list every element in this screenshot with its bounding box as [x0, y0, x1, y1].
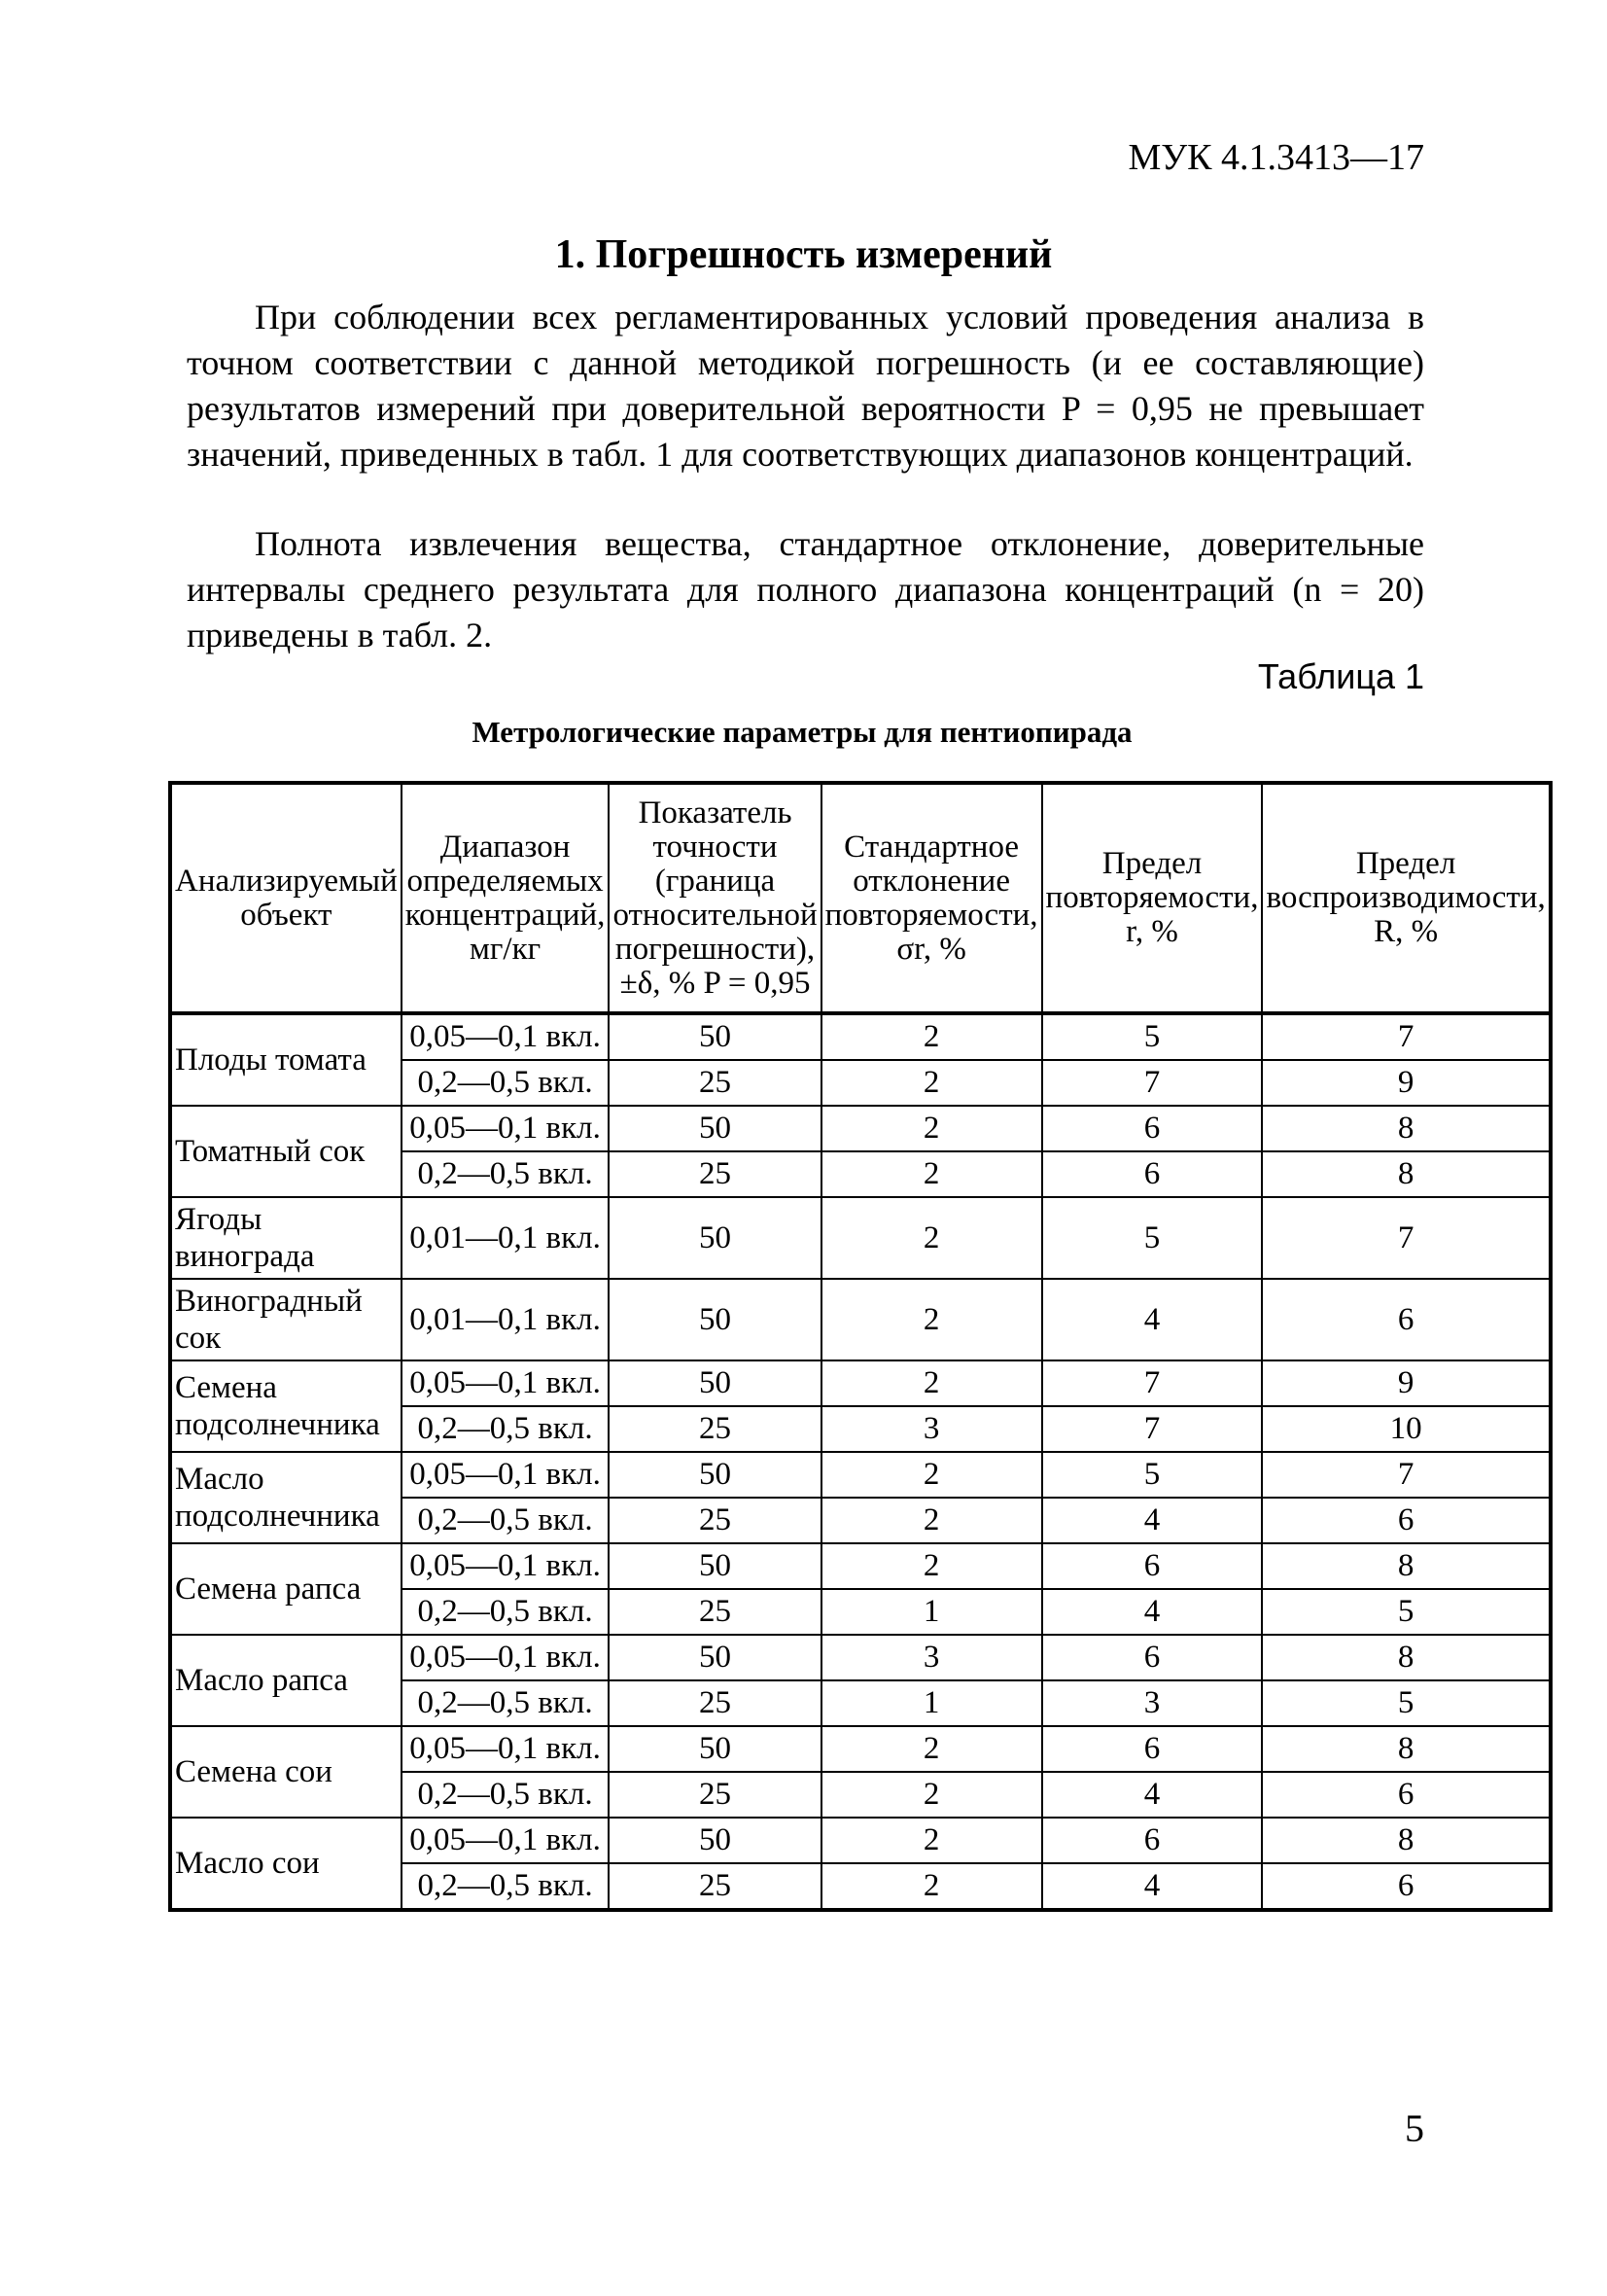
reproducibility-cell: 8: [1262, 1151, 1550, 1197]
reproducibility-cell: 8: [1262, 1726, 1550, 1772]
accuracy-cell: 50: [609, 1013, 821, 1060]
accuracy-cell: 50: [609, 1635, 821, 1680]
range-cell: 0,05—0,1 вкл.: [402, 1635, 610, 1680]
table-row: [170, 1279, 1551, 1360]
range-cell: 0,2—0,5 вкл.: [402, 1772, 610, 1818]
std-dev-cell: 2: [821, 1452, 1042, 1498]
column-header: Показатель точности (граница относительной погрешности), ±δ, % P = 0,95: [609, 783, 821, 1013]
accuracy-cell: 50: [609, 1279, 821, 1360]
repeatability-cell: 4: [1042, 1863, 1263, 1910]
paragraph: При соблюдении всех регламентированных условий проведения анализа в точном соответствии с данной методикой погрешность (и ее составляющие) результатов измерений при доверительной вероятности P = 0,95 не превышает значений, приведенных в табл. 1 для соответствующих диапазонов концентраций.: [187, 298, 1424, 474]
object-cell: Плоды томата: [170, 1013, 402, 1106]
std-dev-cell: 2: [821, 1498, 1042, 1543]
range-cell: 0,2—0,5 вкл.: [402, 1060, 610, 1106]
reproducibility-cell: 8: [1262, 1543, 1550, 1589]
repeatability-cell: 7: [1042, 1060, 1263, 1106]
table-row: [170, 1452, 1551, 1498]
accuracy-cell: 50: [609, 1360, 821, 1406]
std-dev-cell: 1: [821, 1680, 1042, 1726]
section-title: 1. Погрешность измерений: [554, 232, 1053, 277]
range-cell: 0,01—0,1 вкл.: [402, 1279, 610, 1360]
accuracy-cell: 50: [609, 1543, 821, 1589]
metrology-table: [168, 781, 1553, 1912]
table-body: [170, 1013, 1551, 1910]
std-dev-cell: 3: [821, 1635, 1042, 1680]
accuracy-cell: 50: [609, 1726, 821, 1772]
reproducibility-cell: 9: [1262, 1360, 1550, 1406]
repeatability-cell: 4: [1042, 1279, 1263, 1360]
std-dev-cell: 2: [821, 1772, 1042, 1818]
accuracy-cell: 25: [609, 1589, 821, 1635]
std-dev-cell: 2: [821, 1726, 1042, 1772]
accuracy-cell: 25: [609, 1406, 821, 1452]
accuracy-cell: 25: [609, 1151, 821, 1197]
accuracy-cell: 50: [609, 1452, 821, 1498]
range-cell: 0,05—0,1 вкл.: [402, 1452, 610, 1498]
reproducibility-cell: 8: [1262, 1106, 1550, 1151]
reproducibility-cell: 10: [1262, 1406, 1550, 1452]
page-number: 5: [1405, 2106, 1424, 2150]
std-dev-cell: 2: [821, 1197, 1042, 1279]
range-cell: 0,2—0,5 вкл.: [402, 1863, 610, 1910]
object-cell: Семена сои: [170, 1726, 402, 1818]
accuracy-cell: 25: [609, 1680, 821, 1726]
std-dev-cell: 2: [821, 1106, 1042, 1151]
paragraph: Полнота извлечения вещества, стандартное отклонение, доверительные интервалы среднего результата для полного диапазона концентраций (n = 20) приведены в табл. 2.: [187, 524, 1424, 654]
object-cell: Масло сои: [170, 1818, 402, 1910]
object-cell: Семена подсолнечника: [170, 1360, 402, 1452]
repeatability-cell: 3: [1042, 1680, 1263, 1726]
table-row: [170, 1543, 1551, 1589]
table-header-row: [170, 783, 1551, 1013]
object-cell: Томатный сок: [170, 1106, 402, 1197]
std-dev-cell: 2: [821, 1360, 1042, 1406]
std-dev-cell: 2: [821, 1151, 1042, 1197]
accuracy-cell: 25: [609, 1060, 821, 1106]
range-cell: 0,05—0,1 вкл.: [402, 1013, 610, 1060]
reproducibility-cell: 6: [1262, 1863, 1550, 1910]
range-cell: 0,05—0,1 вкл.: [402, 1818, 610, 1863]
accuracy-cell: 25: [609, 1863, 821, 1910]
table-row: [170, 1635, 1551, 1680]
repeatability-cell: 5: [1042, 1452, 1263, 1498]
column-header: Предел повторяемости, r, %: [1042, 783, 1263, 1013]
reproducibility-cell: 7: [1262, 1197, 1550, 1279]
reproducibility-cell: 6: [1262, 1498, 1550, 1543]
repeatability-cell: 6: [1042, 1106, 1263, 1151]
std-dev-cell: 2: [821, 1863, 1042, 1910]
table-label: Таблица 1: [1257, 656, 1424, 696]
repeatability-cell: 4: [1042, 1772, 1263, 1818]
object-cell: Ягоды винограда: [170, 1197, 402, 1279]
table-row: [170, 1106, 1551, 1151]
reproducibility-cell: 5: [1262, 1680, 1550, 1726]
std-dev-cell: 3: [821, 1406, 1042, 1452]
repeatability-cell: 5: [1042, 1197, 1263, 1279]
column-header: Предел воспроизводимости, R, %: [1262, 783, 1550, 1013]
repeatability-cell: 6: [1042, 1151, 1263, 1197]
table-row: [170, 1360, 1551, 1406]
object-cell: Масло рапса: [170, 1635, 402, 1726]
object-cell: Семена рапса: [170, 1543, 402, 1635]
range-cell: 0,2—0,5 вкл.: [402, 1498, 610, 1543]
std-dev-cell: 2: [821, 1279, 1042, 1360]
repeatability-cell: 6: [1042, 1543, 1263, 1589]
reproducibility-cell: 8: [1262, 1635, 1550, 1680]
object-cell: Масло подсолнечника: [170, 1452, 402, 1543]
reproducibility-cell: 7: [1262, 1013, 1550, 1060]
accuracy-cell: 50: [609, 1818, 821, 1863]
accuracy-cell: 25: [609, 1498, 821, 1543]
repeatability-cell: 6: [1042, 1726, 1263, 1772]
accuracy-cell: 50: [609, 1106, 821, 1151]
accuracy-cell: 50: [609, 1197, 821, 1279]
table-row: [170, 1726, 1551, 1772]
std-dev-cell: 2: [821, 1013, 1042, 1060]
range-cell: 0,05—0,1 вкл.: [402, 1106, 610, 1151]
table-row: [170, 1197, 1551, 1279]
reproducibility-cell: 8: [1262, 1818, 1550, 1863]
repeatability-cell: 4: [1042, 1498, 1263, 1543]
range-cell: 0,2—0,5 вкл.: [402, 1589, 610, 1635]
document-code: МУК 4.1.3413—17: [1128, 137, 1424, 178]
range-cell: 0,05—0,1 вкл.: [402, 1360, 610, 1406]
column-header: Анализируемый объект: [170, 783, 402, 1013]
repeatability-cell: 7: [1042, 1360, 1263, 1406]
object-cell: Виноградный сок: [170, 1279, 402, 1360]
reproducibility-cell: 5: [1262, 1589, 1550, 1635]
table-row: [170, 1013, 1551, 1060]
range-cell: 0,2—0,5 вкл.: [402, 1680, 610, 1726]
range-cell: 0,05—0,1 вкл.: [402, 1543, 610, 1589]
std-dev-cell: 2: [821, 1818, 1042, 1863]
table-title: Метрологические параметры для пентиопирада: [472, 715, 1133, 749]
range-cell: 0,01—0,1 вкл.: [402, 1197, 610, 1279]
table-row: [170, 1818, 1551, 1863]
std-dev-cell: 2: [821, 1060, 1042, 1106]
std-dev-cell: 2: [821, 1543, 1042, 1589]
reproducibility-cell: 9: [1262, 1060, 1550, 1106]
range-cell: 0,05—0,1 вкл.: [402, 1726, 610, 1772]
accuracy-cell: 25: [609, 1772, 821, 1818]
reproducibility-cell: 7: [1262, 1452, 1550, 1498]
column-header: Диапазон определяемых концентраций, мг/кг: [402, 783, 610, 1013]
reproducibility-cell: 6: [1262, 1772, 1550, 1818]
repeatability-cell: 6: [1042, 1635, 1263, 1680]
repeatability-cell: 4: [1042, 1589, 1263, 1635]
repeatability-cell: 5: [1042, 1013, 1263, 1060]
std-dev-cell: 1: [821, 1589, 1042, 1635]
column-header: Стандартное отклонение повторяемости, σr, %: [821, 783, 1042, 1013]
repeatability-cell: 6: [1042, 1818, 1263, 1863]
range-cell: 0,2—0,5 вкл.: [402, 1151, 610, 1197]
range-cell: 0,2—0,5 вкл.: [402, 1406, 610, 1452]
repeatability-cell: 7: [1042, 1406, 1263, 1452]
reproducibility-cell: 6: [1262, 1279, 1550, 1360]
